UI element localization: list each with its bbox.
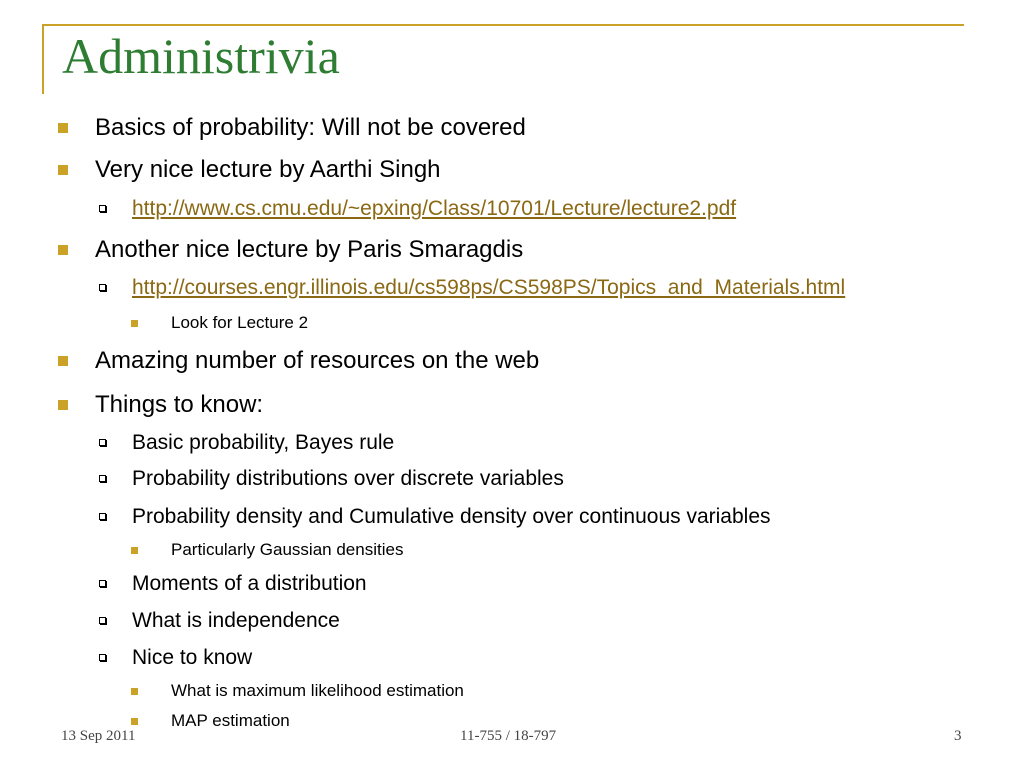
bullet-text: Probability distributions over discrete variables bbox=[132, 467, 564, 490]
hollow-square-bullet-icon bbox=[99, 439, 106, 446]
bullet-text: Basics of probability: Will not be covered bbox=[95, 114, 526, 141]
small-square-bullet-icon bbox=[131, 320, 138, 327]
bullet-text: Particularly Gaussian densities bbox=[171, 540, 404, 559]
square-bullet-icon bbox=[58, 123, 68, 133]
bullet-text: Things to know: bbox=[95, 391, 264, 418]
small-square-bullet-icon bbox=[131, 718, 138, 725]
bullet-text: Another nice lecture by Paris Smaragdis bbox=[95, 236, 524, 263]
bullet-text: Amazing number of resources on the web bbox=[95, 347, 540, 374]
bullet-text: MAP estimation bbox=[171, 711, 290, 730]
footer-course: 11-755 / 18-797 bbox=[460, 728, 557, 744]
square-bullet-icon bbox=[58, 245, 68, 255]
bullet-text: Probability density and Cumulative density over continuous variables bbox=[132, 505, 771, 528]
square-bullet-icon bbox=[58, 400, 68, 410]
square-bullet-icon bbox=[58, 165, 68, 175]
bullet-text: Basic probability, Bayes rule bbox=[132, 431, 395, 454]
hollow-square-bullet-icon bbox=[99, 205, 106, 212]
square-bullet-icon bbox=[58, 356, 68, 366]
bullet-text: Look for Lecture 2 bbox=[171, 313, 309, 332]
footer-date: 13 Sep 2011 bbox=[61, 728, 136, 744]
hollow-square-bullet-icon bbox=[99, 580, 106, 587]
title-frame-left bbox=[42, 24, 44, 94]
slide-title: Administrivia bbox=[62, 28, 340, 84]
lecture-link-paris[interactable]: http://courses.engr.illinois.edu/cs598ps/CS598PS/Topics_and_Materials.html bbox=[132, 276, 846, 299]
small-square-bullet-icon bbox=[131, 547, 138, 554]
footer-page-number: 3 bbox=[954, 728, 962, 744]
small-square-bullet-icon bbox=[131, 688, 138, 695]
bullet-text: Moments of a distribution bbox=[132, 572, 367, 595]
hollow-square-bullet-icon bbox=[99, 654, 106, 661]
bullet-text: Nice to know bbox=[132, 646, 253, 669]
bullet-text: What is maximum likelihood estimation bbox=[171, 681, 464, 700]
lecture-link-aarthi[interactable]: http://www.cs.cmu.edu/~epxing/Class/10701/Lecture/lecture2.pdf bbox=[132, 197, 737, 220]
hollow-square-bullet-icon bbox=[99, 617, 106, 624]
hollow-square-bullet-icon bbox=[99, 513, 106, 520]
bullet-text: Very nice lecture by Aarthi Singh bbox=[95, 156, 441, 183]
hollow-square-bullet-icon bbox=[99, 475, 106, 482]
bullet-text: What is independence bbox=[132, 609, 340, 632]
hollow-square-bullet-icon bbox=[99, 284, 106, 291]
